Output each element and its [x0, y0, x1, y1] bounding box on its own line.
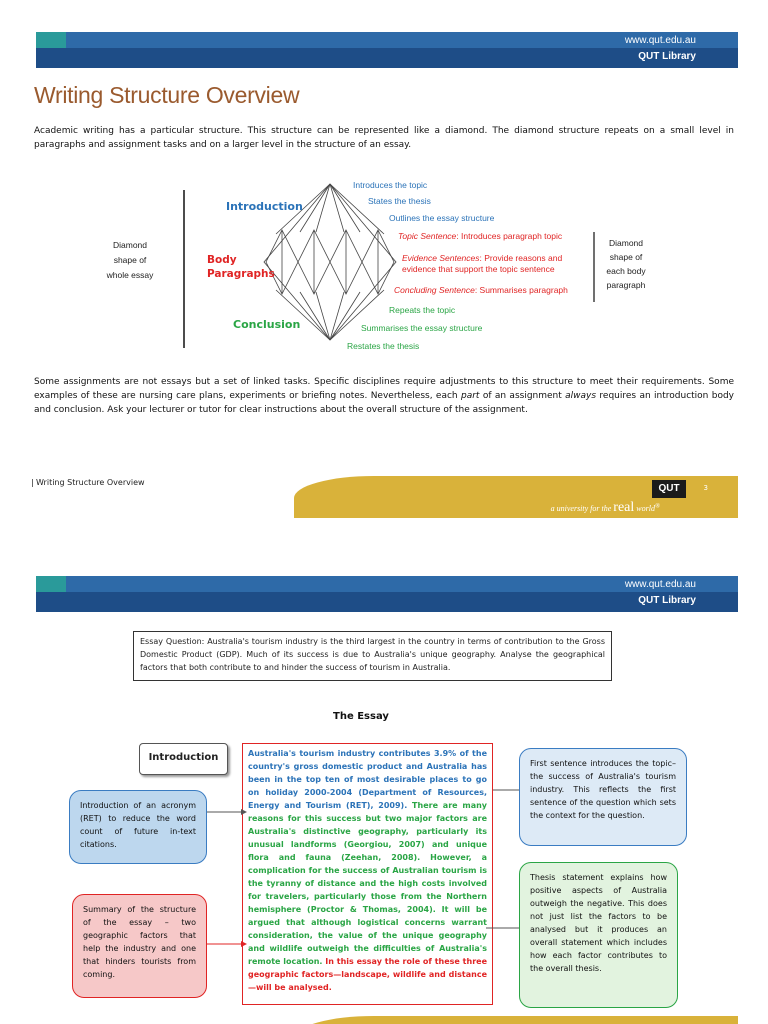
intro-point-1: Introduces the topic [353, 180, 428, 190]
topic-sentence: Topic Sentence: Introduces paragraph topic [398, 231, 563, 241]
essay-question-box: Essay Question: Australia's tourism industry is the third largest in the country in terms of contribution to the Gross Domestic Product (GDP). Much of its success is due to Australia's unique geography. Analyse the geographical factors that both contribute to and hinder the success of tourism in Australia. [133, 631, 612, 681]
page2-footer-partial [36, 1016, 738, 1024]
note-thesis-statement: Thesis statement explains how positive aspects of Australia outweigh the negative. This does not just list the factors to be analysed but it produces an overall statement which includes how each factor contributes to the overall thesis. [519, 862, 678, 1008]
left-diamond-label: Diamond shape of whole essay [106, 240, 154, 280]
conclusion-label: Conclusion [233, 318, 301, 331]
introduction-tag: Introduction [139, 743, 228, 775]
page-title: Writing Structure Overview [34, 82, 300, 108]
footer-title: Writing Structure Overview [36, 478, 145, 487]
note-summary: Summary of the structure of the essay – two geographic factors that help the industry and one that hinders tourists from coming. [72, 894, 207, 998]
qut-logo: QUT [652, 480, 686, 498]
conclusion-point-3: Restates the thesis [347, 341, 420, 351]
header-url-2: www.qut.edu.au [624, 579, 696, 590]
intro-point-2: States the thesis [368, 196, 431, 206]
footer-slogan: a university for the real world® [550, 500, 660, 515]
outro-paragraph: Some assignments are not essays but a set of linked tasks. Specific disciplines require adjustments to this structure to meet their requirements. Some examples of these are nursing care plans, experiments or briefing notes. Nevertheless, each part of an assignment always requires an introduction body and conclusion. Ask your lecturer or tutor for clear instructions about the overall structure of the assignment. [34, 377, 734, 415]
conclusion-point-2: Summarises the essay structure [361, 323, 483, 333]
concluding-sentence: Concluding Sentence: Summarises paragraph [394, 285, 568, 295]
introduction-label: Introduction [226, 200, 303, 213]
conclusion-point-1: Repeats the topic [389, 305, 456, 315]
essay-introduction-box: Australia's tourism industry contributes 3.9% of the country's gross domestic product and Australia has been in the top ten of most desirable places to go on holiday 2000-2004 (Department of Resources, Energy and Tourism (RET), 2009). There are many reasons for this success but two major factors are Australia's distinctive geography, particularly its unusual landforms (Georgiou, 2007) and unique flora and fauna (Zeehan, 2008). However, a complication for the success of Australian tourism is the tyranny of distance and the high costs involved for travelers, particularly those from the Northern hemisphere (Proctor & Thomas, 2004). It will be argued that although logistical concerns warrant consideration, the value of the unique geography and wildlife outweigh the difficulties of Australia's remote location. In this essay the role of these three geographic factors—landscape, wildlife and distance—will be analysed. [242, 743, 493, 1005]
right-diamond-label: Diamond shape of each body paragraph [606, 238, 646, 290]
intro-point-3: Outlines the essay structure [389, 213, 495, 223]
note-first-sentence: First sentence introduces the topic– the success of Australia's tourism industry. This reflects the first sentence of the question which sets the context for the question. [519, 748, 687, 846]
page-number: 3 [703, 484, 708, 492]
intro-paragraph: Academic writing has a particular structure. This structure can be represented like a diamond. The diamond structure repeats on a small level in paragraphs and assignment tasks and on a larger level in the structure of an essay. [34, 126, 734, 150]
header-url: www.qut.edu.au [624, 35, 696, 46]
body-paragraphs-label: Body Paragraphs [207, 254, 275, 280]
essay-heading: The Essay [333, 711, 389, 722]
evidence-sentences: Evidence Sentences: Provide reasons and evidence that support the topic sentence [402, 253, 563, 274]
note-acronym: Introduction of an acronym (RET) to reduce the word count of future in-text citations. [69, 790, 207, 864]
header-library: QUT Library [638, 51, 696, 62]
header-library-2: QUT Library [638, 595, 696, 606]
